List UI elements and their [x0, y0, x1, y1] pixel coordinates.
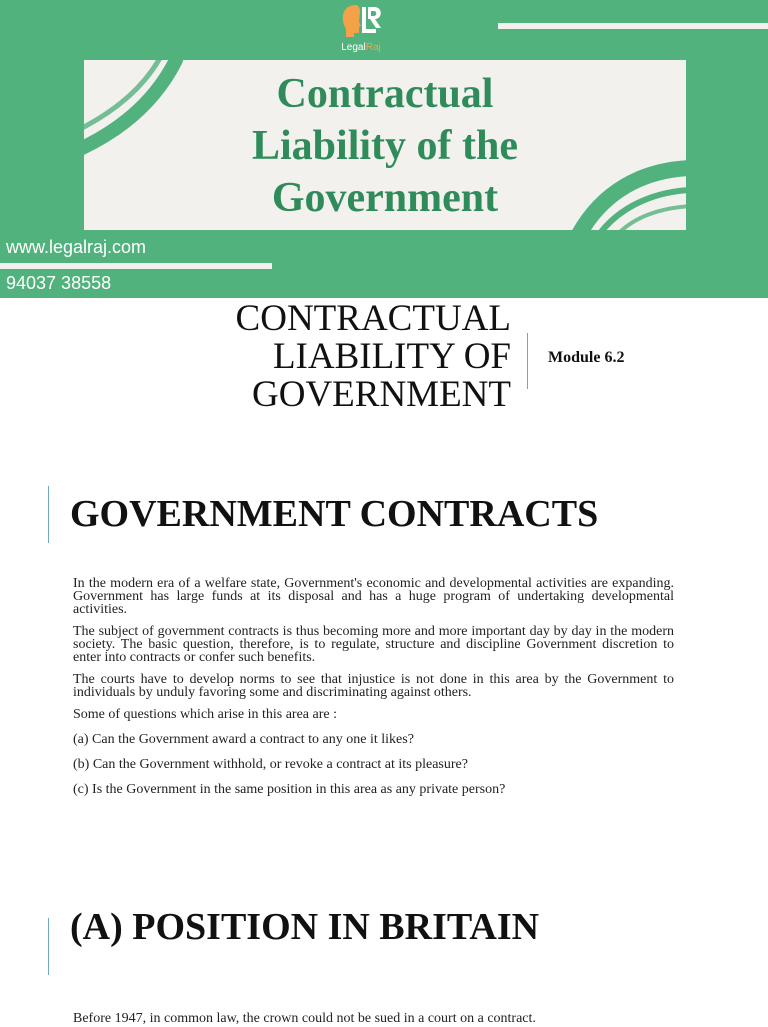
question-intro: Some of questions which arise in this area are : — [73, 707, 337, 722]
website-link[interactable]: www.legalraj.com — [6, 237, 147, 257]
section-accent-bar — [48, 486, 49, 543]
header-banner — [0, 0, 768, 298]
logo-head-icon — [340, 3, 384, 43]
section-heading: GOVERNMENT CONTRACTS — [70, 493, 599, 535]
question-item: (a) Can the Government award a contract to any one it likes? — [73, 732, 414, 747]
section-accent-bar — [48, 918, 49, 975]
legalraj-logo — [334, 3, 388, 59]
logo-wordmark: LegalRaj — [341, 42, 381, 53]
vertical-divider — [527, 333, 528, 389]
module-label: Module 6.2 — [548, 349, 625, 366]
decorative-line — [498, 23, 768, 29]
question-item: (b) Can the Government withhold, or revoke a contract at its pleasure? — [73, 757, 468, 772]
phone-number: 94037 38558 — [6, 273, 112, 293]
banner-title: Contractual Liability of the Government — [251, 71, 518, 221]
paragraph: In the modern era of a welfare state, Government's economic and developmental activities are expanding. Government has large funds at its disposal and has a huge program of undertaking developmental activities. — [73, 576, 674, 617]
section-heading: (A) POSITION IN BRITAIN — [70, 906, 540, 948]
module-title: CONTRACTUAL LIABILITY OF GOVERNMENT — [235, 298, 511, 415]
section-body — [73, 577, 674, 808]
paragraph: The subject of government contracts is thus becoming more and more important day by day in the modern society. The basic question, therefore, is to regulate, structure and discipline Government discretion to enter into contracts or confer such benefits. — [73, 624, 674, 665]
question-item: (c) Is the Government in the same position in this area as any private person? — [73, 782, 506, 797]
paragraph: The courts have to develop norms to see that injustice is not done in this area by the Government to individuals by unduly favoring some and discriminating against others. — [73, 672, 674, 700]
paragraph: Before 1947, in common law, the crown could not be sued in a court on a contract. — [73, 1011, 536, 1026]
decorative-line — [0, 263, 272, 269]
title-card — [84, 60, 686, 230]
